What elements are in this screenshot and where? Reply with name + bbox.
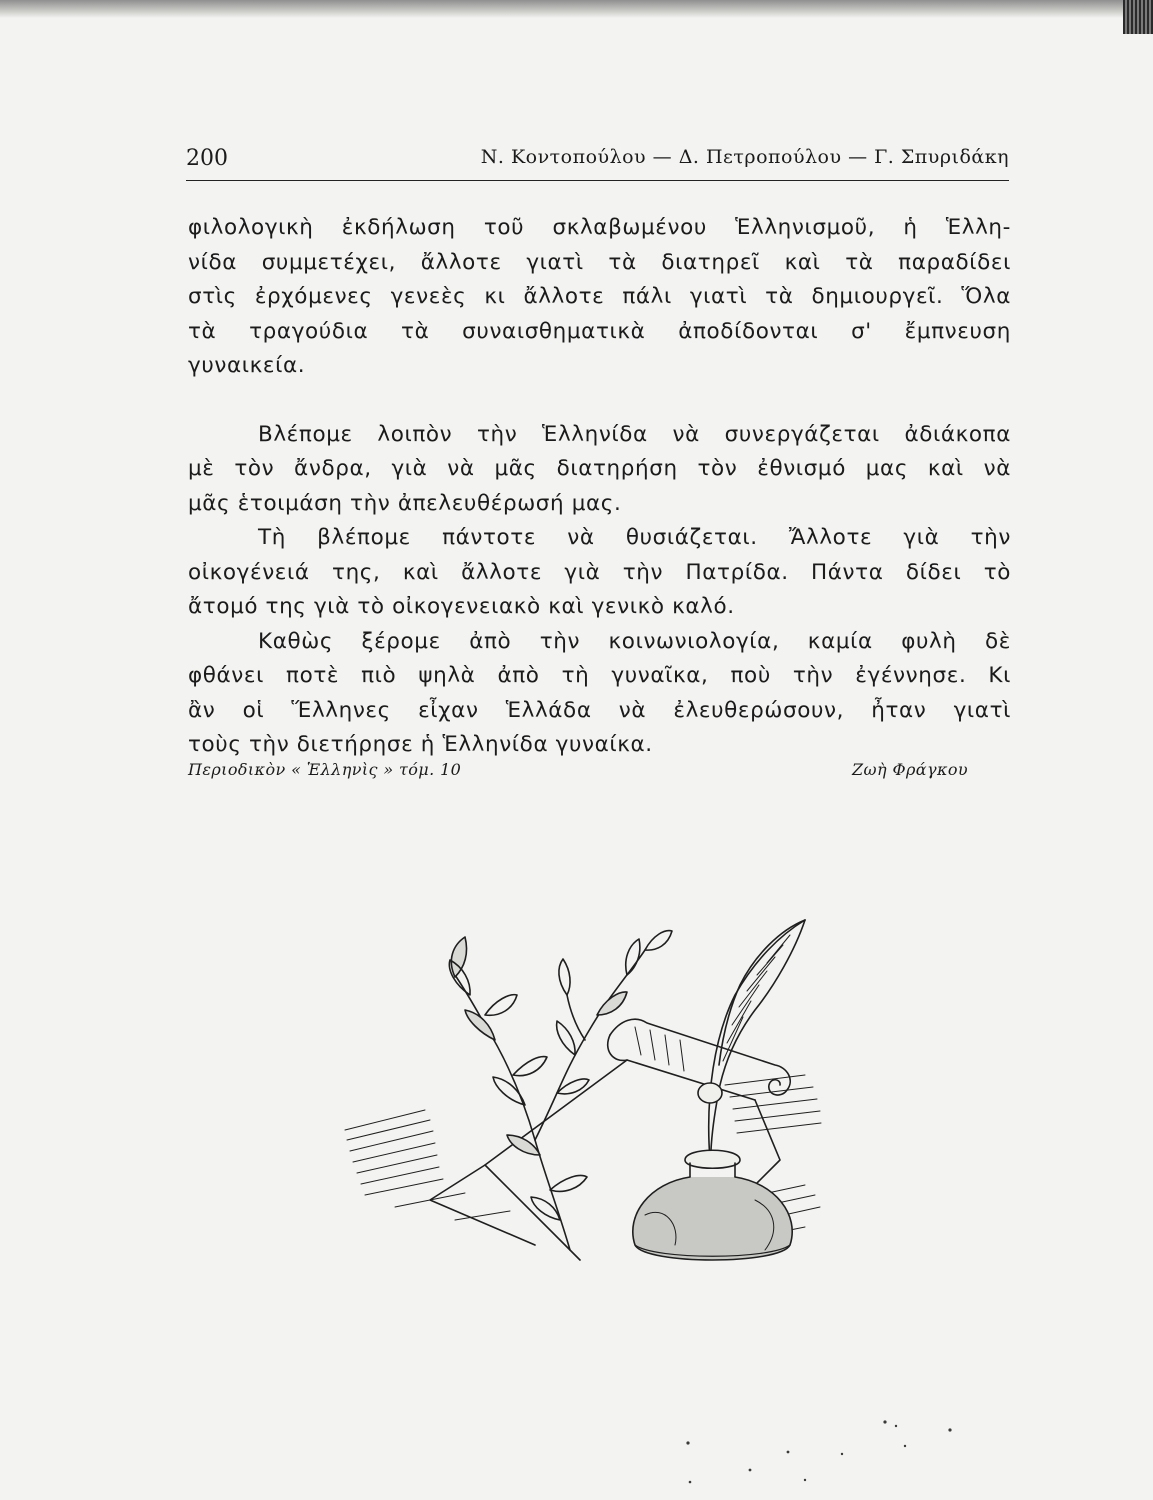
text-line: οἰκογένειά της, καὶ ἄλλοτε γιὰ τὴν Πατρίδα. Πάντα δίδει τὸ <box>188 559 1011 585</box>
text-line: μὲ τὸν ἄνδρα, γιὰ νὰ μᾶς διατηρήση τὸν ἐθνισμό μας καὶ νὰ <box>188 456 1011 481</box>
text-line: φιλολογικὴ ἐκδήλωση τοῦ σκλαβωμένου Ἑλληνισμοῦ, ἡ Ἑλλη- <box>188 215 1011 240</box>
laurel-branch <box>449 931 672 1250</box>
scan-book-spine <box>1123 0 1153 34</box>
body-text <box>188 211 1011 763</box>
running-head: Ν. Κοντοπούλου — Δ. Πετροπούλου — Γ. Σπυριδάκη <box>480 146 1009 168</box>
text-line: γυναικεία. <box>188 353 306 378</box>
page-number: 200 <box>186 146 228 171</box>
text-line: στὶς ἐρχόμενες γενεὲς κι ἄλλοτε πάλι γιατὶ τὰ δημιουργεῖ. Ὅλα <box>188 284 1011 309</box>
text-line: φθάνει ποτὲ πιὸ ψηλὰ ἀπὸ τὴ γυναῖκα, ποὺ τὴν ἐγέννησε. Κι <box>188 663 1011 688</box>
scan-specks <box>650 1400 980 1500</box>
paragraph-gap <box>188 384 1011 418</box>
citation <box>188 760 968 788</box>
text-line: Βλέπομε λοιπὸν τὴν Ἑλληνίδα νὰ συνεργάζεται ἀδιάκοπα <box>258 421 1011 447</box>
text-line: ἄτομό της γιὰ τὸ οἰκογενειακὸ καὶ γενικὸ καλό. <box>188 594 735 619</box>
page-header <box>186 146 1009 181</box>
author-name: Ζωὴ Φράγκου <box>852 760 968 779</box>
text-line: τοὺς τὴν διετήρησε ἡ Ἑλληνίδα γυναίκα. <box>188 732 653 757</box>
text-line: μᾶς ἑτοιμάση τὴν ἀπελευθέρωσή μας. <box>188 490 622 516</box>
laurel-quill-inkwell-icon <box>335 915 835 1295</box>
scan-edge-top <box>0 0 1153 18</box>
text-line: νίδα συμμετέχει, ἄλλοτε γιατὶ τὰ διατηρεῖ καὶ τὰ παραδίδει <box>188 249 1011 275</box>
source-citation: Περιοδικὸν « Ἑλληνὶς » τόμ. 10 <box>188 760 462 779</box>
text-line: Τὴ βλέπομε πάντοτε νὰ θυσιάζεται. Ἄλλοτε γιὰ τὴν <box>258 525 1011 550</box>
text-line: Καθὼς ξέρομε ἀπὸ τὴν κοινωνιολογία, καμία φυλὴ δὲ <box>258 628 1011 654</box>
quill <box>709 920 805 1160</box>
text-line: τὰ τραγούδια τὰ συναισθηματικὰ ἀποδίδονται σ' ἔμπνευση <box>188 318 1011 344</box>
text-line: ἂν οἱ Ἕλληνες εἶχαν Ἑλλάδα νὰ ἐλευθερώσουν, ἦταν γιατὶ <box>188 697 1011 723</box>
